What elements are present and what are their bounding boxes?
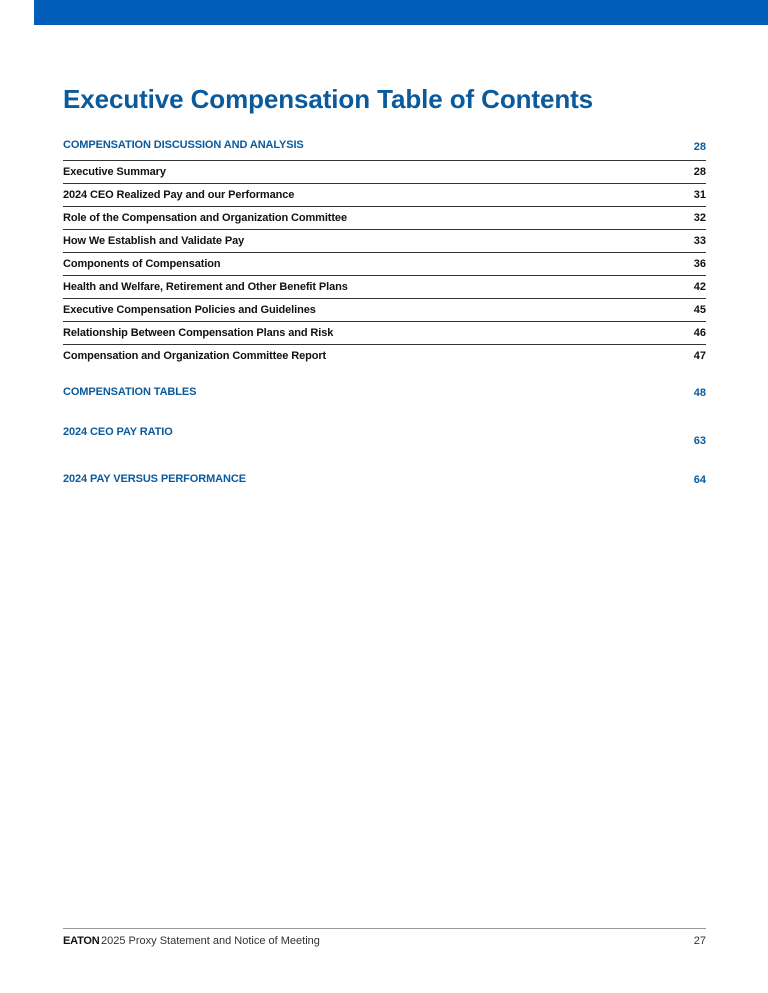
table-of-contents [63,136,706,367]
section-label: 2024 PAY VERSUS PERFORMANCE [63,473,246,485]
footer-page-number: 27 [693,935,706,947]
toc-row-label: Health and Welfare, Retirement and Other Benefit Plans [63,281,348,293]
toc-row[interactable] [63,253,706,276]
toc-row[interactable] [63,207,706,230]
section-label: COMPENSATION TABLES [63,386,197,398]
toc-section-pay-versus-performance[interactable] [63,473,706,493]
toc-section-cda[interactable] [63,136,706,161]
section-page-number: 48 [693,387,706,399]
page-title: Executive Compensation Table of Contents [63,84,594,114]
toc-row-page: 46 [693,327,706,339]
toc-row-page: 45 [693,304,706,316]
toc-row[interactable] [63,299,706,322]
toc-row[interactable] [63,161,706,184]
toc-row[interactable] [63,184,706,207]
footer-document-name: 2025 Proxy Statement and Notice of Meeting [101,935,320,947]
toc-row-label: Components of Compensation [63,258,221,270]
section-label: 2024 CEO PAY RATIO [63,426,173,438]
toc-section-ceo-pay-ratio[interactable] [63,426,706,446]
toc-row-label: Executive Summary [63,166,166,178]
footer-brand: EATON [63,935,100,947]
toc-row-label: Relationship Between Compensation Plans and Risk [63,327,334,339]
section-page-number: 64 [693,474,706,486]
toc-row-page: 36 [693,258,706,270]
toc-row-label: Compensation and Organization Committee Report [63,350,327,362]
toc-row-label: Executive Compensation Policies and Guidelines [63,304,316,316]
toc-row-page: 28 [693,166,706,178]
toc-row-page: 33 [693,235,706,247]
toc-row-label: Role of the Compensation and Organization Committee [63,212,347,224]
section-page-number: 28 [693,141,706,153]
section-page-number: 63 [693,435,706,447]
toc-row[interactable] [63,345,706,367]
toc-row-page: 31 [693,189,706,201]
page-footer [63,928,706,953]
toc-row-page: 47 [693,350,706,362]
toc-row-label: How We Establish and Validate Pay [63,235,245,247]
header-color-bar [34,0,768,25]
toc-section-compensation-tables[interactable] [63,386,706,406]
section-label: COMPENSATION DISCUSSION AND ANALYSIS [63,139,304,151]
toc-row-page: 32 [693,212,706,224]
toc-row[interactable] [63,230,706,253]
toc-row-label: 2024 CEO Realized Pay and our Performance [63,189,295,201]
toc-row[interactable] [63,276,706,299]
toc-row-page: 42 [693,281,706,293]
toc-row[interactable] [63,322,706,345]
